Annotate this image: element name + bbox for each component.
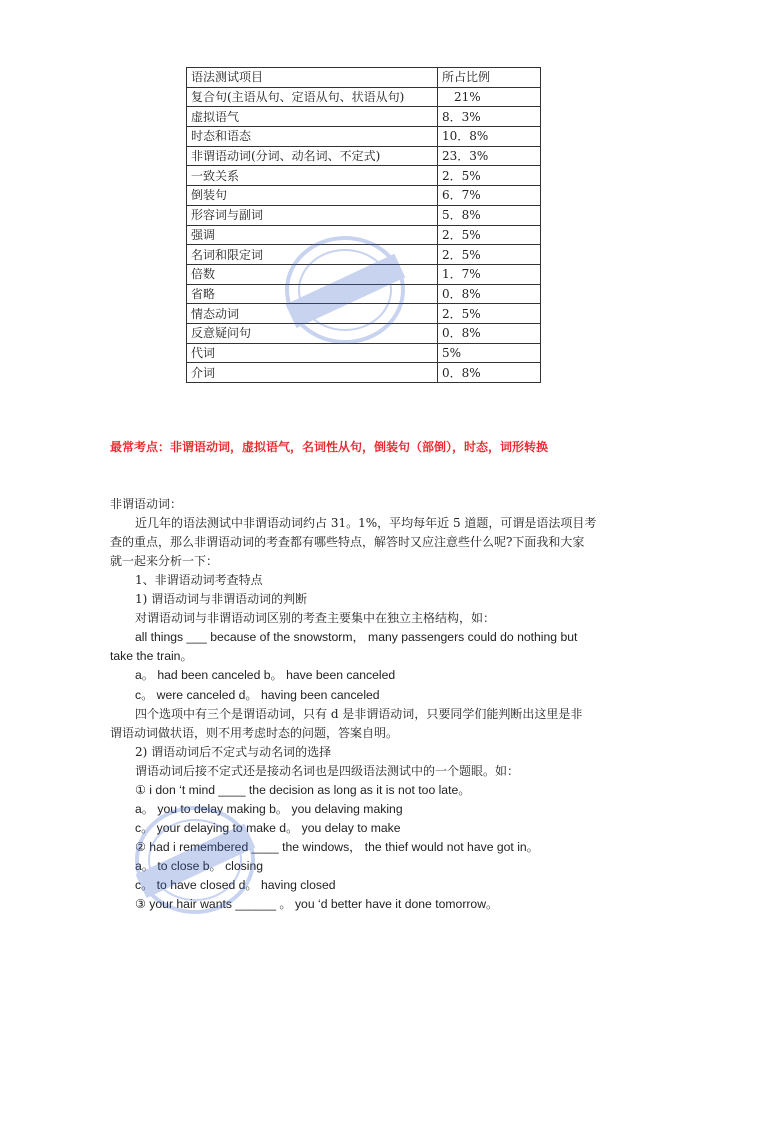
table-row [187, 205, 541, 225]
body-line: 就一起来分析一下： [110, 554, 219, 569]
proportion-cell: 0．8% [438, 284, 541, 304]
body-line: ② had i remembered ____ the windows， the thief would not have got in。 [135, 839, 539, 854]
table-row [187, 264, 541, 284]
body-line: c。 your delaying to make d。 you delay to make [135, 820, 401, 835]
grammar-item-cell: 介词 [187, 363, 438, 383]
proportion-cell: 6．7% [438, 186, 541, 206]
body-line: 1) 谓语动词与非谓语动词的判断 [135, 592, 308, 607]
body-line: 谓语动词后接不定式还是接动名词也是四级语法测试中的一个题眼。如： [135, 763, 520, 778]
grammar-item-cell: 情态动词 [187, 304, 438, 324]
proportion-cell: 10．8% [438, 127, 541, 147]
body-line: 查的重点，那么非谓语动词的考查都有哪些特点，解答时又应注意些什么呢?下面我和大家 [110, 535, 585, 550]
table-row [187, 107, 541, 127]
table-row [187, 186, 541, 206]
grammar-item-cell: 倒装句 [187, 186, 438, 206]
proportion-cell: 23．3% [438, 146, 541, 166]
proportion-cell: 2．5% [438, 166, 541, 186]
grammar-item-cell: 一致关系 [187, 166, 438, 186]
key-points-text: 最常考点：非谓语动词，虚拟语气，名词性从句，倒装句（部倒），时态，词形转换 [110, 440, 549, 454]
table-row [187, 304, 541, 324]
proportion-cell: 2．5% [438, 245, 541, 265]
table-row [187, 245, 541, 265]
grammar-item-cell: 代词 [187, 343, 438, 363]
proportion-cell: 21% [438, 87, 541, 107]
proportion-cell: 2．5% [438, 225, 541, 245]
body-line: ③ your hair wants ______ 。 you ‘d better have it done tomorrow。 [135, 897, 499, 912]
table-row [187, 127, 541, 147]
table-row [187, 146, 541, 166]
proportion-cell: 0．8% [438, 323, 541, 343]
body-line: a。 you to delay making b。 you delaving making [135, 801, 403, 816]
table-row [187, 363, 541, 383]
body-line: c。 were canceled d。 having been canceled [135, 687, 380, 702]
table-row [187, 284, 541, 304]
grammar-item-cell: 复合句(主语从句、定语从句、状语从句) [187, 87, 438, 107]
table-row [187, 166, 541, 186]
grammar-item-cell: 虚拟语气 [187, 107, 438, 127]
body-line: a。 had been canceled b。 have been canceled [135, 668, 396, 683]
proportion-cell: 1．7% [438, 264, 541, 284]
body-line: 1、非谓语动词考查特点 [135, 573, 263, 588]
body-line: c。 to have closed d。 having closed [135, 878, 336, 892]
body-line: 对谓语动词与非谓语动词区别的考查主要集中在独立主格结构，如： [135, 611, 496, 626]
table-row [187, 343, 541, 363]
body-line: 非谓语动词： [110, 497, 183, 511]
body-line: 近几年的语法测试中非谓语动词约占 31。1%，平均每年近 5 道题，可谓是语法项目考 [135, 516, 597, 531]
grammar-item-cell: 时态和语态 [187, 127, 438, 147]
body-line: ① i don ‘t mind ____ the decision as long as it is not too late。 [135, 782, 471, 797]
proportion-cell: 8．3% [438, 107, 541, 127]
table-row [187, 225, 541, 245]
grammar-item-cell: 名词和限定词 [187, 245, 438, 265]
body-line: a。 to close b。 closing [135, 858, 264, 873]
grammar-item-cell: 非谓语动词(分词、动名词、不定式) [187, 146, 438, 166]
grammar-item-cell: 形容词与副词 [187, 205, 438, 225]
grammar-item-cell: 反意疑问句 [187, 323, 438, 343]
body-line: all things ___ because of the snowstorm， many passengers could do nothing but [135, 630, 578, 645]
table-row [187, 323, 541, 343]
body-line: 谓语动词做状语，则不用考虑时态的问题，答案自明。 [110, 725, 399, 740]
header-item: 语法测试项目 [187, 68, 438, 88]
proportion-cell: 5% [438, 343, 541, 363]
body-line: 2) 谓语动词后不定式与动名词的选择 [135, 744, 332, 759]
body-line: 四个选项中有三个是谓语动词，只有 d 是非谓语动词，只要同学们能判断出这里是非 [135, 706, 583, 721]
proportion-cell: 5．8% [438, 205, 541, 225]
table-header-row [187, 68, 541, 88]
table-row [187, 87, 541, 107]
proportion-cell: 0．8% [438, 363, 541, 383]
grammar-proportion-table [186, 67, 541, 383]
grammar-item-cell: 倍数 [187, 264, 438, 284]
grammar-item-cell: 强调 [187, 225, 438, 245]
proportion-cell: 2．5% [438, 304, 541, 324]
header-proportion: 所占比例 [438, 68, 541, 88]
grammar-item-cell: 省略 [187, 284, 438, 304]
body-line: take the train。 [110, 649, 193, 664]
